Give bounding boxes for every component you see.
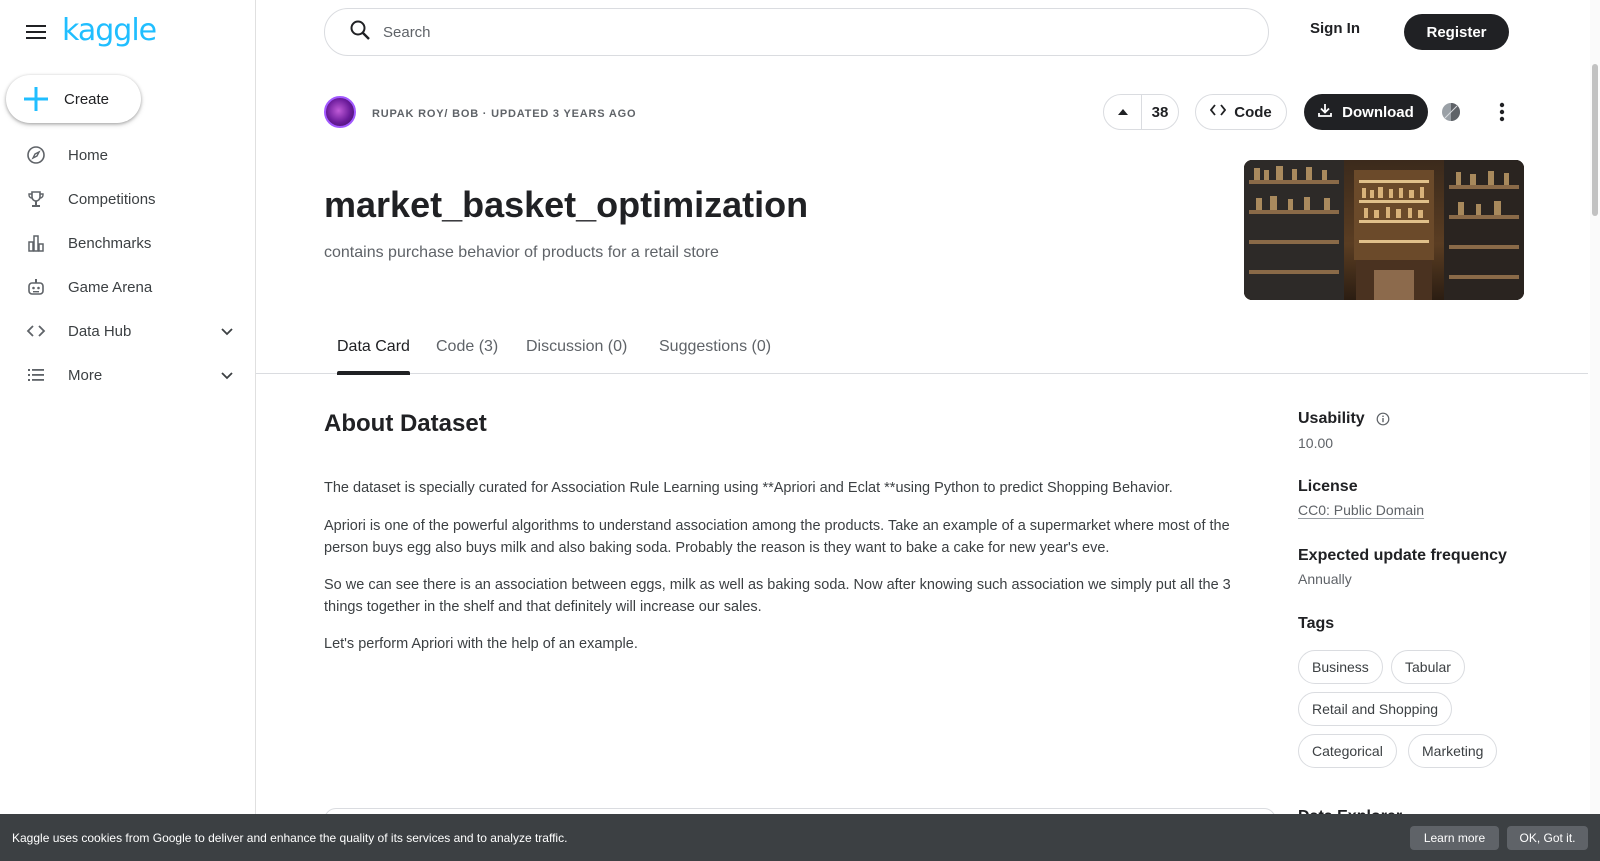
cookie-banner [0, 814, 1600, 861]
vote-widget [1103, 94, 1179, 130]
code-button[interactable] [1195, 94, 1287, 130]
sidebar-item-game-arena[interactable] [0, 265, 255, 309]
sidebar-item-benchmarks[interactable] [0, 221, 255, 265]
tag-chip[interactable]: Business [1298, 650, 1383, 684]
search-placeholder: Search [383, 23, 431, 41]
sidebar-item-label: More [68, 366, 103, 384]
tag-chip[interactable]: Categorical [1298, 734, 1397, 768]
sidebar-item-competitions[interactable] [0, 177, 255, 221]
tag-chip[interactable]: Tabular [1391, 650, 1465, 684]
tag-chip[interactable]: Marketing [1408, 734, 1497, 768]
download-icon [1318, 103, 1332, 121]
sidebar [0, 0, 256, 861]
chevron-down-icon[interactable] [219, 323, 235, 339]
kaggle-logo[interactable]: kaggle [62, 12, 157, 48]
tab-bar [256, 334, 1588, 374]
theme-toggle-icon[interactable] [1441, 102, 1461, 122]
ok-got-it-button[interactable]: OK, Got it. [1507, 826, 1588, 850]
create-button[interactable] [6, 75, 141, 123]
about-heading: About Dataset [324, 410, 487, 437]
compass-icon [26, 145, 46, 165]
code-icon [1210, 103, 1226, 121]
page-title: market_basket_optimization [324, 184, 809, 225]
vote-count: 38 [1151, 103, 1169, 121]
license-link[interactable]: CC0: Public Domain [1298, 502, 1425, 518]
register-button[interactable]: Register [1404, 14, 1509, 50]
sidebar-item-home[interactable] [0, 133, 255, 177]
usability-label: Usability [1298, 410, 1365, 427]
upvote-button[interactable] [1104, 95, 1142, 129]
sidebar-item-data-hub[interactable] [0, 309, 255, 353]
download-button-label: Download [1342, 103, 1414, 121]
tag-chip[interactable]: Retail and Shopping [1298, 692, 1452, 726]
about-paragraph: Apriori is one of the powerful algorithms to understand association among the products. Take an example of a supermarket where most of the person buys egg also buys milk and also baking soda. Probably the reason is they want to bake a cake for new year's eve. [324, 518, 1230, 556]
trophy-icon [26, 189, 46, 209]
more-vert-icon[interactable] [1490, 100, 1514, 124]
page-subtitle: contains purchase behavior of products for a retail store [324, 244, 719, 261]
tags-label: Tags [1298, 615, 1335, 632]
update-frequency-value: Annually [1298, 571, 1352, 587]
dataset-cover-image [1244, 160, 1524, 300]
info-icon[interactable] [1376, 412, 1390, 426]
download-button[interactable] [1304, 94, 1428, 130]
about-paragraph: The dataset is specially curated for Association Rule Learning using **Apriori and Eclat **using Python to predict Shopping Behavior. [324, 480, 1173, 496]
tab-discussion[interactable]: Discussion (0) [526, 338, 628, 355]
sidebar-item-label: Game Arena [68, 278, 153, 296]
tab-code[interactable]: Code (3) [436, 338, 499, 355]
learn-more-button[interactable]: Learn more [1410, 826, 1499, 850]
code-icon [26, 321, 46, 341]
tab-suggestions[interactable]: Suggestions (0) [659, 338, 772, 355]
robot-icon [26, 277, 46, 297]
scrollbar[interactable] [1590, 0, 1600, 861]
avatar[interactable] [324, 96, 356, 128]
license-label: License [1298, 478, 1358, 495]
search-input[interactable] [324, 8, 1269, 56]
sidebar-item-label: Data Hub [68, 322, 132, 340]
cookie-message: Kaggle uses cookies from Google to deliver and enhance the quality of its services and to analyze traffic. [12, 830, 568, 845]
sidebar-item-label: Competitions [68, 190, 156, 208]
sidebar-item-label: Home [68, 146, 109, 164]
menu-icon[interactable] [22, 18, 50, 46]
chevron-down-icon[interactable] [219, 367, 235, 383]
usability-value: 10.00 [1298, 435, 1334, 451]
about-paragraph: So we can see there is an association between eggs, milk as well as baking soda. Now after knowing such association we simply put all the 3 things together in the shelf and that definitely will increase our sales. [324, 577, 1231, 615]
dataset-meta: RUPAK ROY/ BOB · UPDATED 3 YEARS AGO [372, 108, 637, 120]
bar-chart-icon [26, 233, 46, 253]
sidebar-header [0, 0, 255, 64]
sidebar-item-more[interactable] [0, 353, 255, 397]
search-icon [349, 19, 371, 46]
tab-data-card[interactable]: Data Card [337, 338, 410, 374]
sidebar-item-label: Benchmarks [68, 234, 152, 252]
update-frequency-label: Expected update frequency [1298, 547, 1507, 564]
list-icon [26, 365, 46, 385]
about-paragraph: Let's perform Apriori with the help of an example. [324, 636, 638, 652]
sign-in-button[interactable]: Sign In [1310, 20, 1360, 37]
scrollbar-thumb[interactable] [1592, 64, 1598, 216]
plus-icon [22, 85, 50, 113]
code-button-label: Code [1234, 103, 1272, 121]
create-label: Create [64, 90, 110, 108]
sidebar-nav [0, 133, 255, 397]
